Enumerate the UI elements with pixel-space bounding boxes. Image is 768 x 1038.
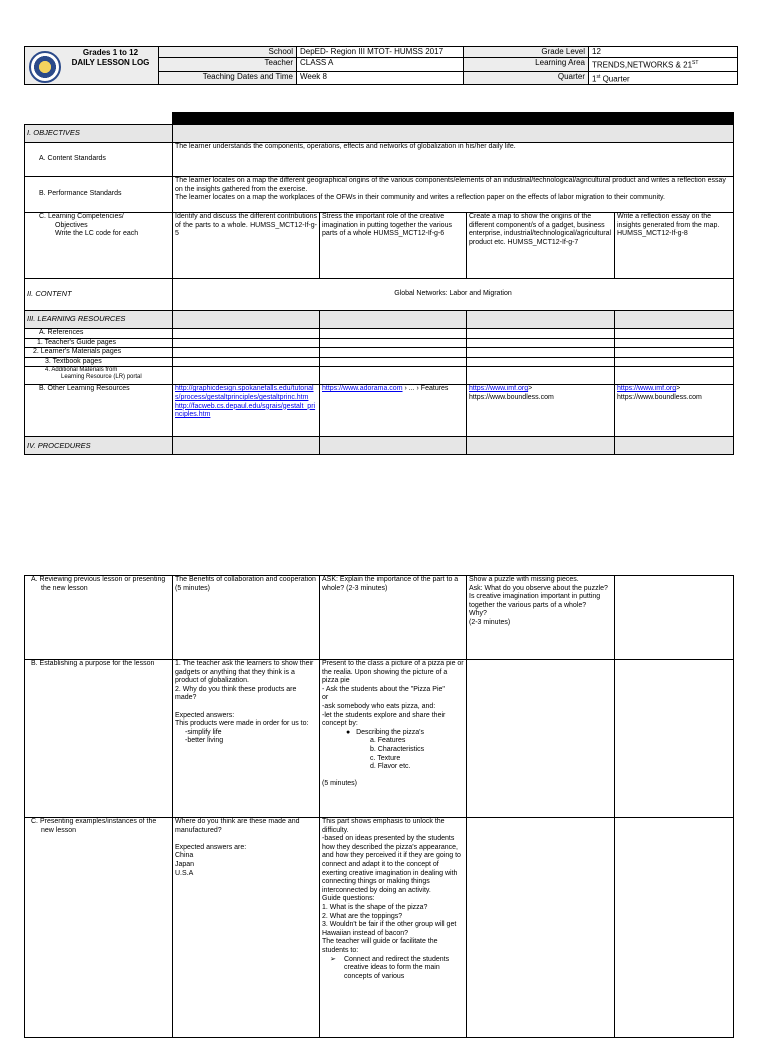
gestalt-link-1[interactable]: http://graphicdesign.spokanefalls.edu/tutorials/process/gestaltprinciples/gestaltprinc.htm [175,385,314,401]
performance-standards-value: The learner locates on a map the different geographical origins of the various components/elements of an industrial/technological/agricultural product and writes a reflection essay on the insights gathered from the exercise. The learner locates on a map the workplaces of the OFWs in their community and writes a reflection paper on the effects of labor migration to their community. [173,177,734,213]
school-value: DepED- Region III MTOT- HUMSS 2017 [297,47,464,58]
procedures-title: IV. PROCEDURES [25,437,173,455]
teachers-guide-label: 1. Teacher's Guide pages [25,338,173,348]
textbook-label: 3. Textbook pages [25,357,173,367]
lesson-table-1 [24,112,734,455]
header-title-cell [25,47,159,85]
purpose-label: B. Establishing a purpose for the lesson [25,660,173,818]
content-title: II. CONTENT [25,279,173,311]
resources-title: III. LEARNING RESOURCES [25,311,173,329]
reviewing-day-2: ASK: Explain the importance of the part to a whole? (2-3 minutes) [320,576,467,660]
imf-link-1[interactable]: https://www.imf.org [469,385,529,393]
dates-value: Week 8 [297,71,464,85]
reviewing-day-3: Show a puzzle with missing pieces. Ask: What do you observe about the puzzle? Is creative imagination important in putting together the various parts of a whole? Why? (2-3 minutes) [467,576,615,660]
other-resources-day-3: https://www.imf.org> https://www.boundless.com [467,385,615,437]
other-resources-label: B. Other Learning Resources [25,385,173,437]
grade-value: 12 [589,47,738,58]
additional-materials-label: 4. Additional Materials from Learning Resource (LR) portal [25,367,173,385]
grade-label: Grade Level [464,47,589,58]
quarter-value: 1st Quarter [589,71,738,85]
lesson-table-2 [24,575,734,1038]
other-resources-day-2: https://www.adorama.com › ... › Features [320,385,467,437]
reviewing-lesson-label: A. Reviewing previous lesson or presenting the new lesson [25,576,173,660]
lc-day-4: Write a reflection essay on the insights generated from the map. HUMSS_MCT12-If-g-8 [615,213,734,279]
content-standards-label: A. Content Standards [25,143,173,177]
log-title: DAILY LESSON LOG [71,58,150,67]
objectives-title: I. OBJECTIVES [25,125,173,143]
presenting-day-2: This part shows emphasis to unlock the difficulty. -based on ideas presented by the students how they described the pizza's appearance, and how they perceived it if they are going to connect and adapt it to the concept of exerting creative imagination in dealing with connecting things or making things interconnected by doing an activity. Guide questions: 1. What is the shape of the pizza? 2. What are the toppings? 3. Wouldn't be fair if the other group will get Hawaiian instead of bacon? The teacher will guide or facilitate the students to: ➢ Connect and redirect the students creative ideas to form the main concepts of various [320,818,467,1038]
grades-title: Grades 1 to 12 [82,48,139,57]
area-value: TRENDS,NETWORKS & 21ST [589,58,738,72]
deped-seal-icon [29,51,61,83]
learning-competencies-label: C. Learning Competencies/ Objectives Write the LC code for each [25,213,173,279]
adorama-link[interactable]: https://www.adorama.com [322,385,403,393]
dates-label: Teaching Dates and Time [159,71,297,85]
purpose-day-2: Present to the class a picture of a pizza pie or the realia. Upon showing the picture of a pizza pie - Ask the students about the "Pizza Pie" or -ask somebody who eats pizza, and: -let the students explore and share their concept by: ● Describing the pizza's a. Features b. Characteristics c. Texture d. Flavor etc. (5 minutes) [320,660,467,818]
purpose-day-1: 1. The teacher ask the learners to show their gadgets or anything that they think is a product of globalization. 2. Why do you think these products are made? Expected answers: This products were made in order for us to: -simplify life -better living [173,660,320,818]
header-table [24,46,738,85]
teacher-label: Teacher [159,58,297,72]
teacher-value: CLASS A [297,58,464,72]
reviewing-day-1: The Benefits of collaboration and cooperation (5 minutes) [173,576,320,660]
other-resources-day-1 [173,385,320,437]
imf-link-2[interactable]: https://www.imf.org [617,385,677,393]
other-resources-day-4: https://www.imf.org> https://www.boundless.com [615,385,734,437]
learners-materials-label: 2. Learner's Materials pages [25,348,173,358]
presenting-label: C. Presenting examples/instances of the new lesson [25,818,173,1038]
performance-standards-label: B. Performance Standards [25,177,173,213]
content-standards-value: The learner understands the components, operations, effects and networks of globalization in his/her daily life. [173,143,734,177]
references-label: A. References [25,329,173,339]
bullet-icon: ● [346,728,351,736]
content-value: Global Networks: Labor and Migration [173,279,734,311]
lc-day-2: Stress the important role of the creative imagination in putting together the various parts of a whole HUMSS_MCT12-If-g-6 [320,213,467,279]
arrow-bullet-icon: ➢ [330,955,336,963]
lc-day-3: Create a map to show the origins of the different component/s of a gadget, business enterprise, industrial/technological/agricultural product etc. HUMSS_MCT12-If-g-7 [467,213,615,279]
presenting-day-1: Where do you think are these made and manufactured? Expected answers are: China Japan U.S.A [173,818,320,1038]
lc-day-1: Identify and discuss the different contributions of the parts to a whole. HUMSS_MCT12-If-g-5 [173,213,320,279]
area-label: Learning Area [464,58,589,72]
school-label: School [159,47,297,58]
gestalt-link-2[interactable]: http://facweb.cs.depaul.edu/sgrais/gestalt_principles.htm [175,402,316,419]
quarter-label: Quarter [464,71,589,85]
